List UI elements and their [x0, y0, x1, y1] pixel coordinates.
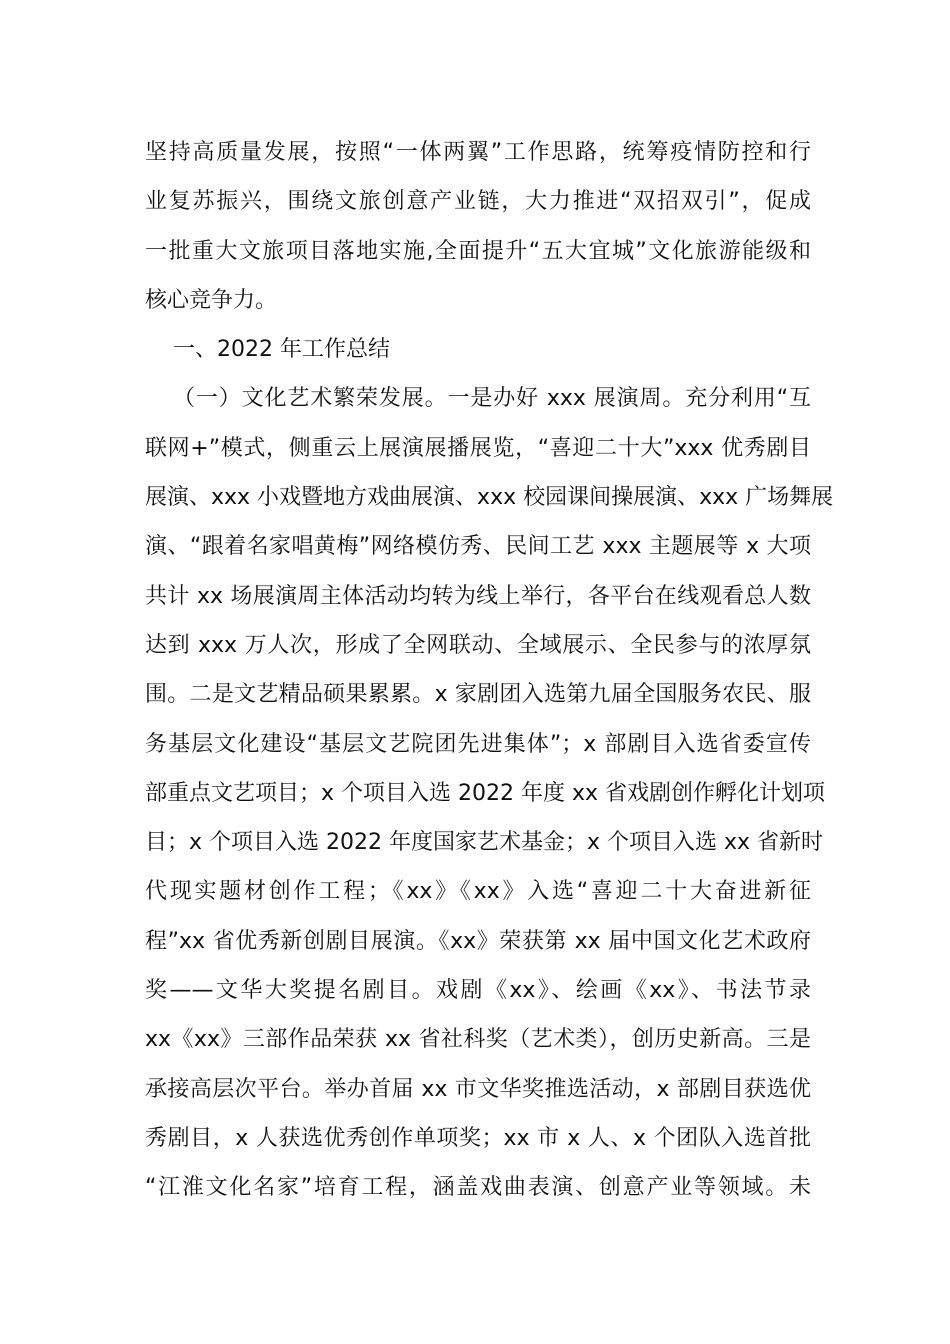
text-line: 承接高层次平台。举办首届 xx 市文华奖推选活动，x 部剧目获选优 [145, 1076, 811, 1102]
text-line: 秀剧目，x 人获选优秀创作单项奖；xx 市 x 人、x 个团队入选首批 [145, 1125, 811, 1151]
text-line: 业复苏振兴，围绕文旅创意产业链，大力推进“双招双引”，促成 [145, 189, 811, 215]
text-line: 目；x 个项目入选 2022 年度国家艺术基金；x 个项目入选 xx 省新时 [145, 830, 824, 856]
text-line: “江淮文化名家”培育工程，涵盖戏曲表演、创意产业等领域。未 [145, 1175, 811, 1201]
document-body [145, 128, 834, 1213]
text-line: 联网+”模式，侧重云上展演展播展览，“喜迎二十大”xxx 优秀剧目 [145, 435, 811, 461]
text-line: xx《xx》三部作品荣获 xx 省社科奖（艺术类），创历史新高。三是 [145, 1027, 811, 1053]
text-line: 达到 xxx 万人次，形成了全网联动、全域展示、全民参与的浓厚氛 [145, 632, 811, 658]
text-line: 务基层文化建设“基层文艺院团先进集体”；x 部剧目入选省委宣传 [145, 731, 811, 757]
text-line: （一）文化艺术繁荣发展。一是办好 xxx 展演周。充分利用“互 [173, 386, 811, 412]
text-line: 奖——文华大奖提名剧目。戏剧《xx》、绘画《xx》、书法节录 [145, 978, 811, 1004]
text-line: 代现实题材创作工程；《xx》《xx》入选“喜迎二十大奋进新征 [145, 879, 811, 905]
text-line: 共计 xx 场展演周主体活动均转为线上举行，各平台在线观看总人数 [145, 583, 811, 609]
text-line: 一批重大文旅项目落地实施,全面提升“五大宜城”文化旅游能级和 [145, 238, 811, 264]
text-line: 核心竞争力。 [145, 287, 278, 313]
paragraph-intro [145, 128, 811, 325]
text-line: 坚持高质量发展，按照“一体两翼”工作思路，统筹疫情防控和行 [145, 140, 811, 165]
section-heading: 一、2022 年工作总结 [173, 337, 390, 363]
text-line: 程”xx 省优秀新创剧目展演。《xx》荣获第 xx 届中国文化艺术政府 [145, 928, 811, 954]
paragraph-culture-arts [145, 374, 834, 1212]
text-line: 演、“跟着名家唱黄梅”网络模仿秀、民间工艺 xxx 主题展等 x 大项 [145, 534, 811, 560]
text-line: 围。二是文艺精品硕果累累。x 家剧团入选第九届全国服务农民、服 [145, 682, 811, 708]
text-line: 部重点文艺项目；x 个项目入选 2022 年度 xx 省戏剧创作孵化计划项 [145, 780, 826, 806]
text-line: 展演、xxx 小戏暨地方戏曲展演、xxx 校园课间操展演、xxx 广场舞展 [145, 485, 834, 511]
